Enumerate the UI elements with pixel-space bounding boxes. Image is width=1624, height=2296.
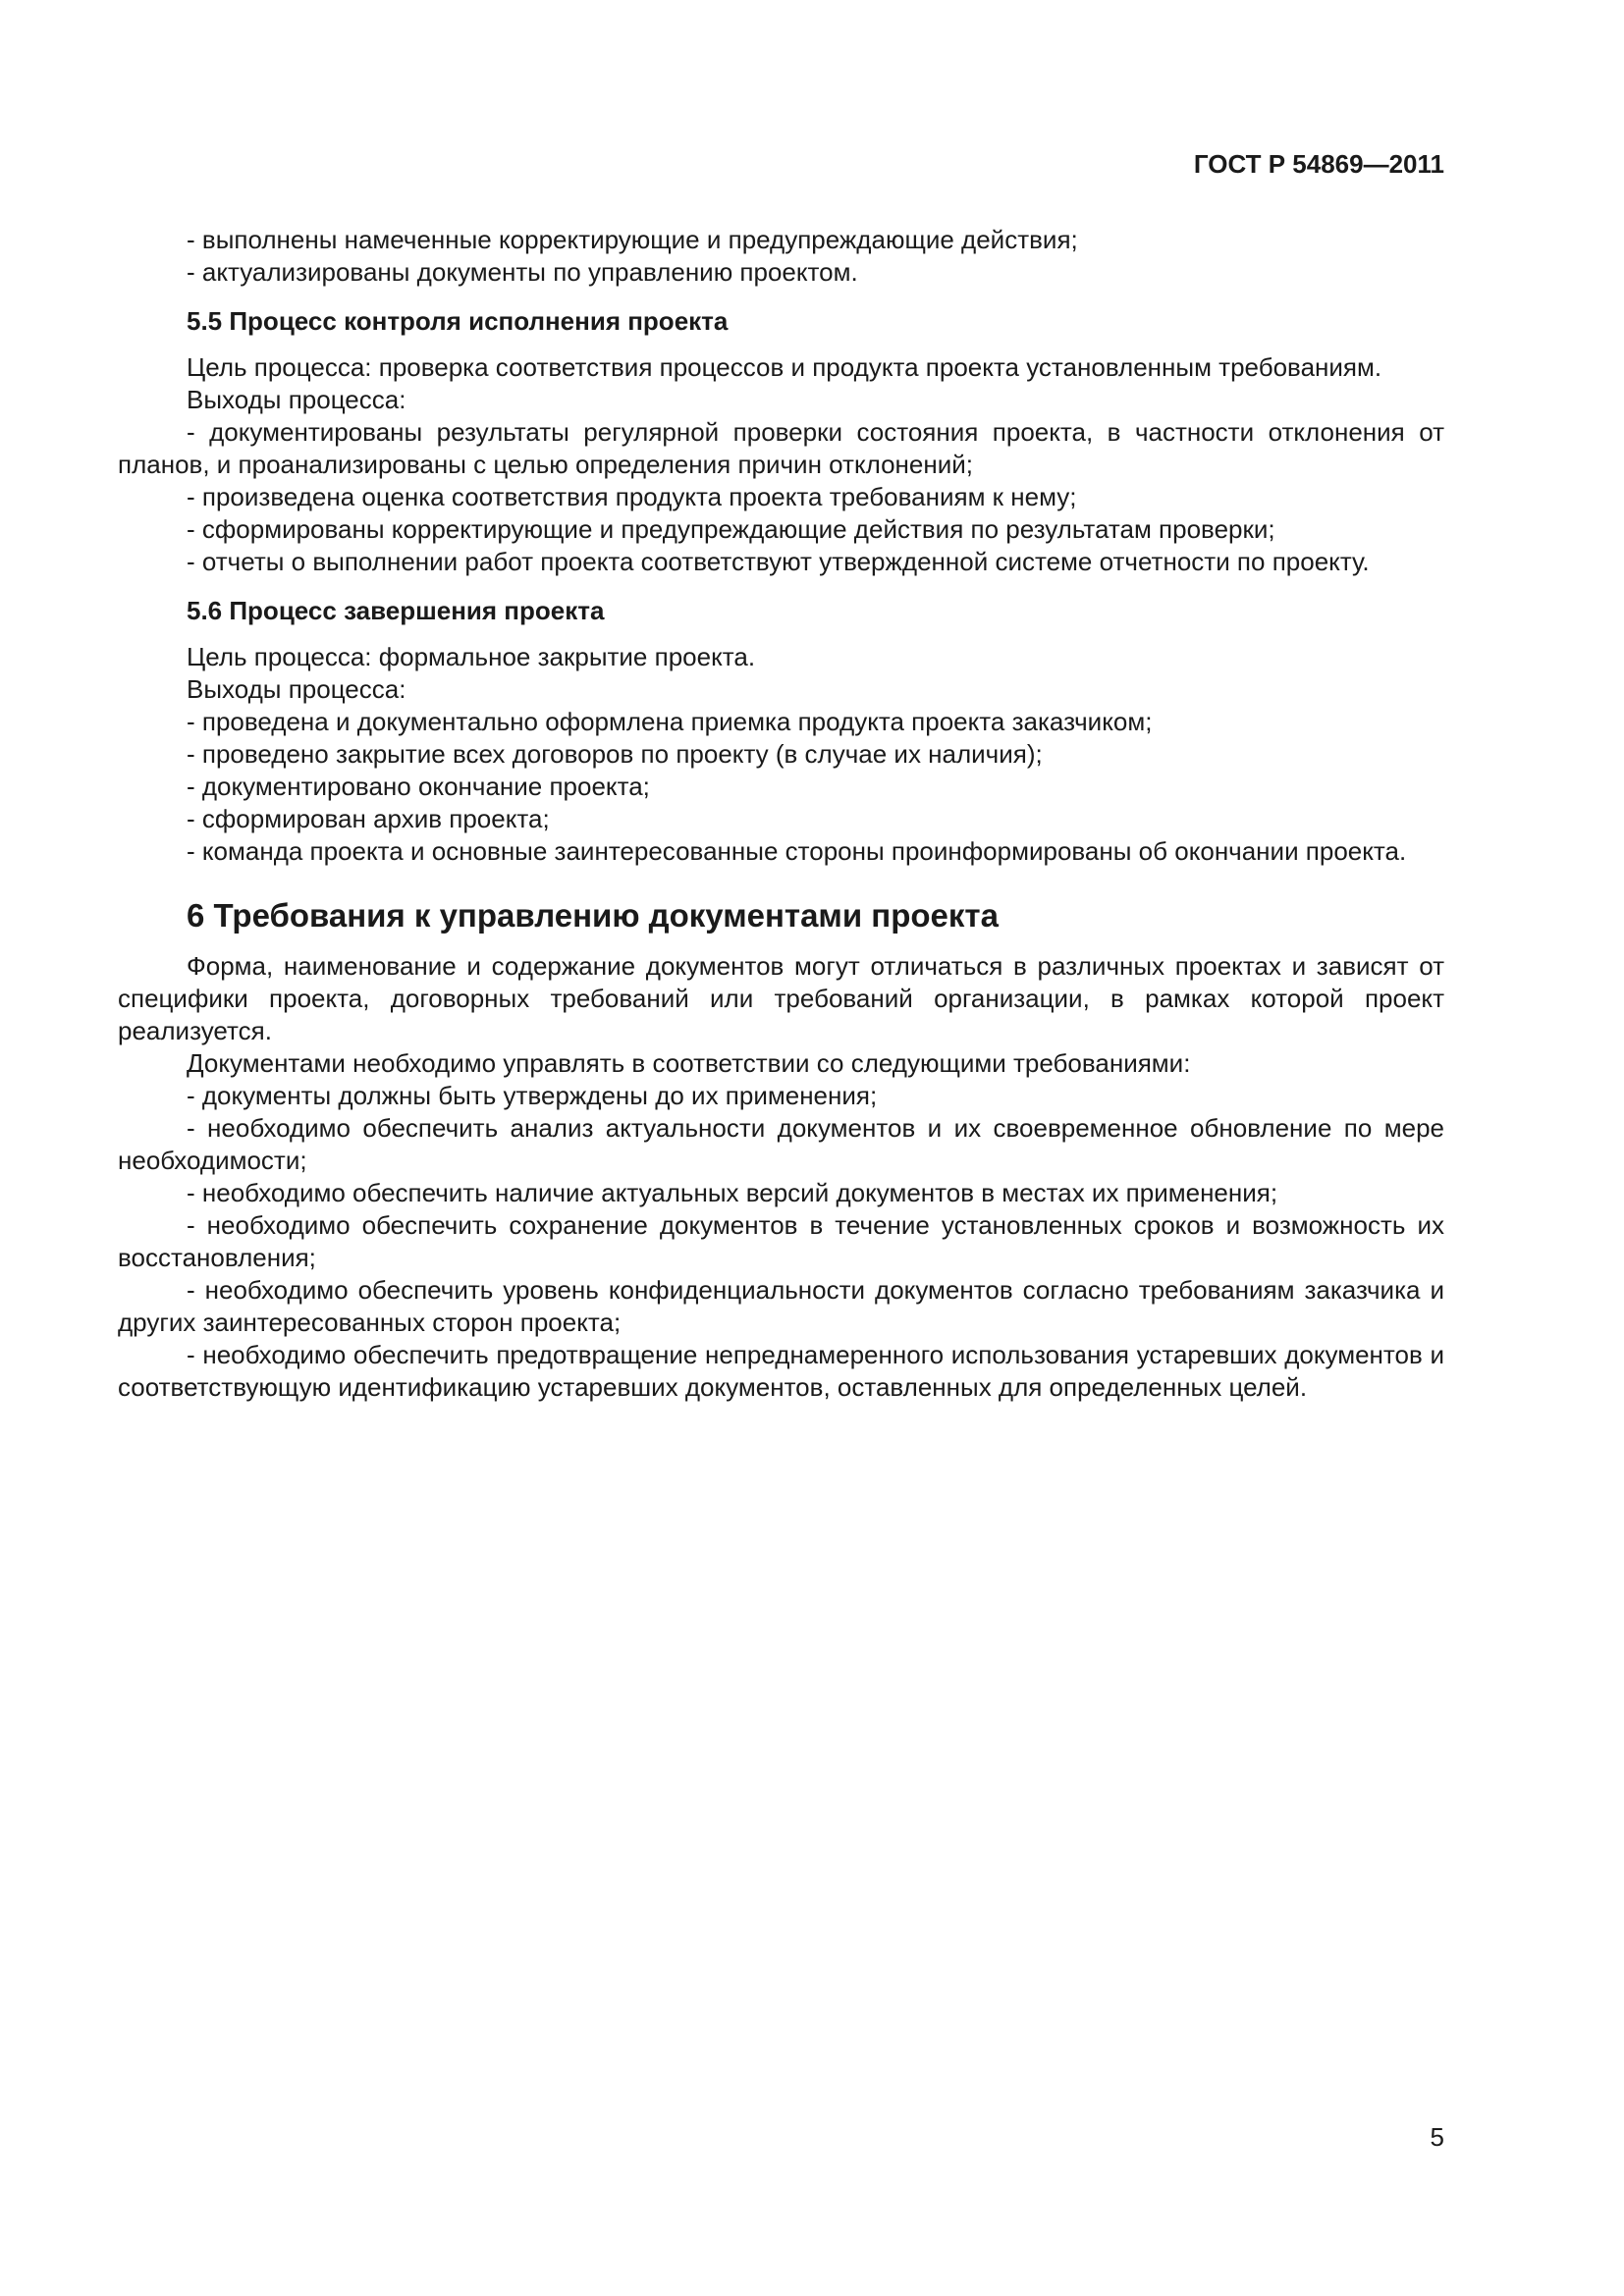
paragraph: - документы должны быть утверждены до их применения; [187, 1081, 878, 1110]
subsection-heading-5-5: 5.5 Процесс контроля исполнения проекта [187, 306, 729, 336]
paragraph: - выполнены намеченные корректирующие и предупреждающие действия; [187, 225, 1078, 254]
paragraph: Цель процесса: проверка соответствия процессов и продукта проекта установленным требованиям. [187, 352, 1382, 382]
section-heading-6: 6 Требования к управлению документами проекта [187, 897, 999, 934]
document-code: ГОСТ Р 54869—2011 [1193, 149, 1444, 179]
paragraph: - проведена и документально оформлена приемка продукта проекта заказчиком; [187, 707, 1153, 736]
page-content [118, 224, 1444, 1404]
paragraph: Выходы процесса: [187, 385, 406, 414]
paragraph: - произведена оценка соответствия продукта проекта требованиям к нему; [187, 482, 1077, 511]
paragraph: - команда проекта и основные заинтересованные стороны проинформированы об окончании проекта. [187, 836, 1407, 866]
paragraph: - сформированы корректирующие и предупреждающие действия по результатам проверки; [187, 514, 1275, 544]
paragraph: - необходимо обеспечить сохранение документов в течение установленных сроков и возможность их восстановления; [118, 1210, 1444, 1272]
paragraph: Документами необходимо управлять в соответствии со следующими требованиями: [187, 1048, 1191, 1078]
paragraph: - отчеты о выполнении работ проекта соответствуют утвержденной системе отчетности по проекту. [187, 547, 1370, 576]
subsection-heading-5-6: 5.6 Процесс завершения проекта [187, 596, 605, 625]
page-number: 5 [1430, 2122, 1444, 2152]
paragraph: - документированы результаты регулярной проверки состояния проекта, в частности отклонения от планов, и проанализированы с целью определения причин отклонений; [118, 417, 1444, 479]
paragraph: - необходимо обеспечить анализ актуальности документов и их своевременное обновление по мере необходимости; [118, 1113, 1444, 1175]
paragraph: - актуализированы документы по управлению проектом. [187, 257, 858, 287]
paragraph: - сформирован архив проекта; [187, 804, 550, 833]
paragraph: - проведено закрытие всех договоров по проекту (в случае их наличия); [187, 739, 1043, 769]
paragraph: - необходимо обеспечить уровень конфиденциальности документов согласно требованиям заказчика и других заинтересованных сторон проекта; [118, 1275, 1444, 1337]
paragraph: - необходимо обеспечить предотвращение непреднамеренного использования устаревших документов и соответствующую идентификацию устаревших документов, оставленных для определенных целей. [118, 1340, 1444, 1402]
paragraph: Цель процесса: формальное закрытие проекта. [187, 642, 756, 671]
paragraph: - документировано окончание проекта; [187, 772, 650, 801]
paragraph: Форма, наименование и содержание документов могут отличаться в различных проектах и зависят от специфики проекта, договорных требований или требований организации, в рамках которой проект реализуется. [118, 951, 1444, 1045]
paragraph: - необходимо обеспечить наличие актуальных версий документов в местах их применения; [187, 1178, 1278, 1207]
paragraph: Выходы процесса: [187, 674, 406, 704]
